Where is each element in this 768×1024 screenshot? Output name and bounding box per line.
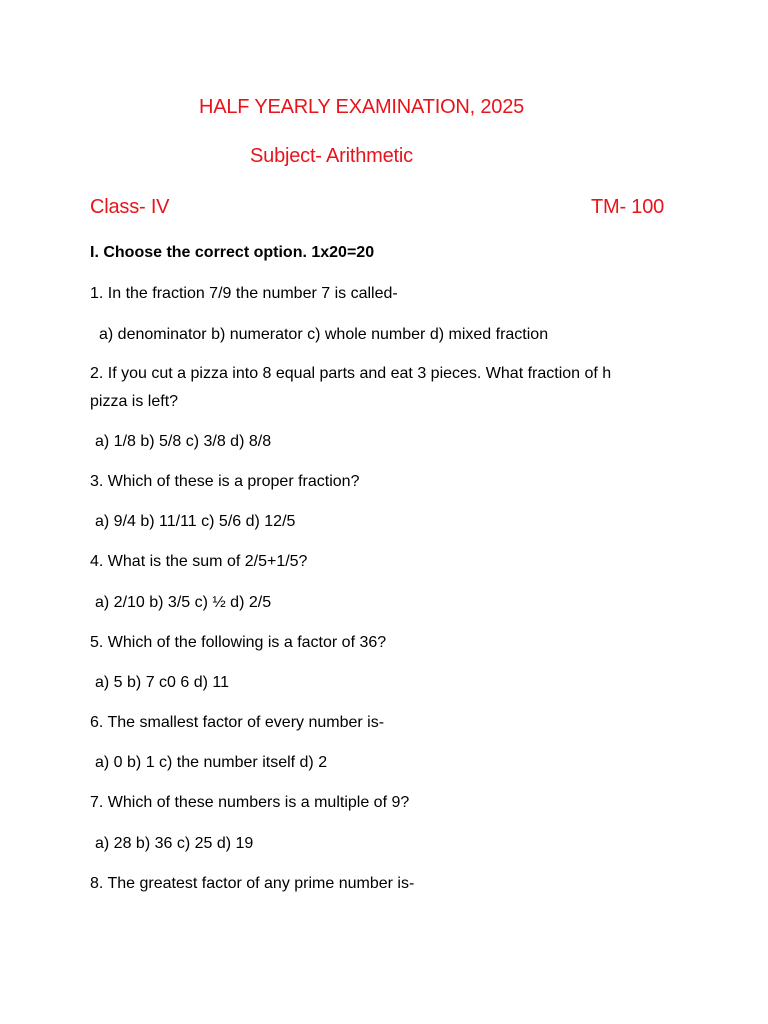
question-3: 3. Which of these is a proper fraction? (90, 473, 360, 490)
question-7: 7. Which of these numbers is a multiple of 9? (90, 794, 410, 811)
options-1: a) denominator b) numerator c) whole number d) mixed fraction (99, 326, 549, 343)
options-6: a) 0 b) 1 c) the number itself d) 2 (95, 754, 328, 771)
options-5: a) 5 b) 7 c0 6 d) 11 (95, 674, 229, 691)
question-4: 4. What is the sum of 2/5+1/5? (90, 553, 308, 570)
options-2: a) 1/8 b) 5/8 c) 3/8 d) 8/8 (95, 433, 272, 450)
class-label: Class- IV (90, 196, 170, 218)
options-7: a) 28 b) 36 c) 25 d) 19 (95, 835, 254, 852)
options-3: a) 9/4 b) 11/11 c) 5/6 d) 12/5 (95, 513, 296, 530)
section-heading: I. Choose the correct option. 1x20=20 (90, 244, 375, 261)
question-6: 6. The smallest factor of every number is- (90, 714, 385, 731)
question-2-continued: pizza is left? (90, 393, 179, 410)
total-marks: TM- 100 (591, 196, 665, 218)
options-4: a) 2/10 b) 3/5 c) ½ d) 2/5 (95, 594, 272, 611)
exam-title: HALF YEARLY EXAMINATION, 2025 (199, 96, 525, 118)
question-1: 1. In the fraction 7/9 the number 7 is called- (90, 285, 398, 302)
subject-heading: Subject- Arithmetic (250, 145, 413, 167)
question-5: 5. Which of the following is a factor of 36? (90, 634, 387, 651)
question-8: 8. The greatest factor of any prime number is- (90, 875, 415, 892)
question-2: 2. If you cut a pizza into 8 equal parts and eat 3 pieces. What fraction of h (90, 365, 612, 382)
